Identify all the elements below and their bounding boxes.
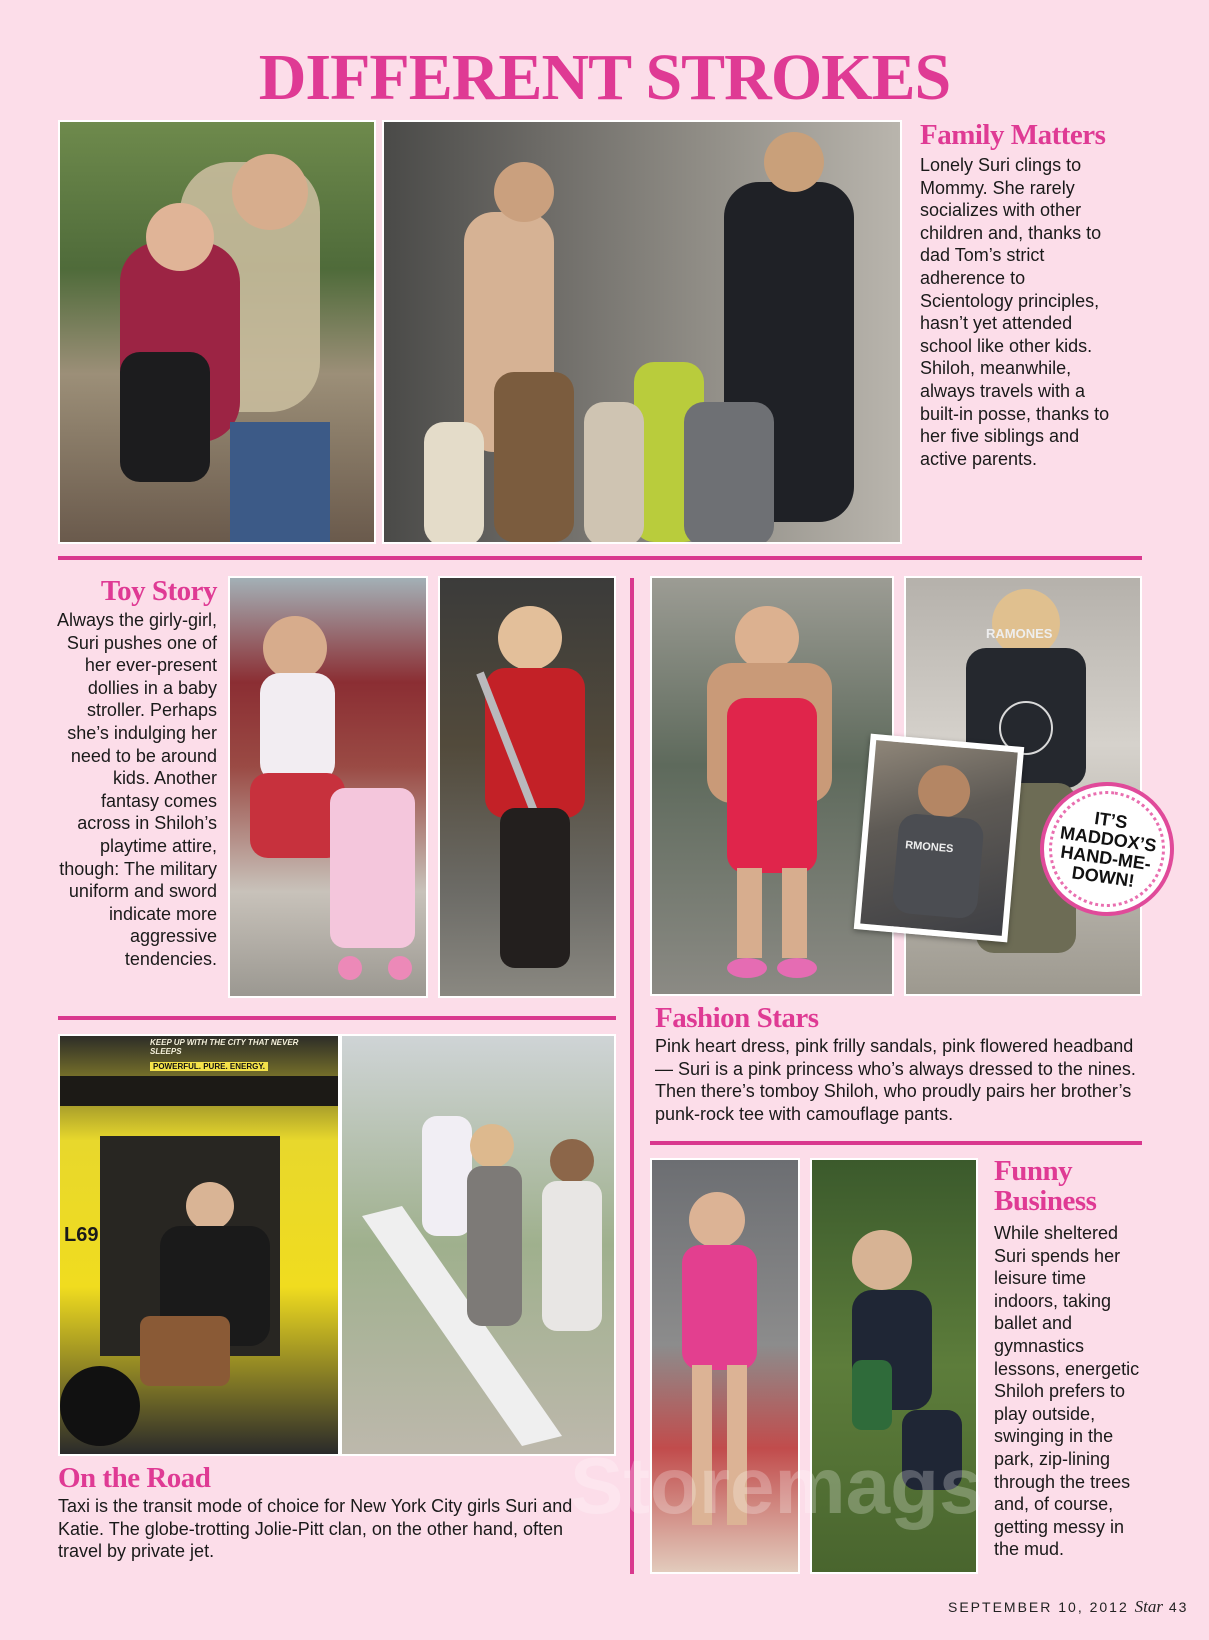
photo-jolie-pitt-family	[382, 120, 902, 544]
tee-text: RAMONES	[986, 626, 1053, 641]
page-title: DIFFERENT STROKES	[258, 41, 951, 114]
footer-page-number: 43	[1168, 1599, 1189, 1615]
footer-date: SEPTEMBER 10, 2012	[948, 1599, 1129, 1615]
divider-right-bottom	[650, 1141, 1142, 1145]
photo-suri-heart-dress	[650, 576, 894, 996]
funny-business-body: While sheltered Suri spends her leisure time indoors, taking ballet and gymnastics lessons, energetic Shiloh prefers to play outside, swinging in the park, zip-lining through the trees and, of course, getting messy in the mud.	[994, 1223, 1140, 1560]
photo-art	[440, 578, 616, 998]
footer-magazine: Star	[1134, 1597, 1163, 1616]
photo-shiloh-soldier	[438, 576, 616, 998]
photo-art	[652, 578, 894, 996]
divider-top	[58, 556, 1142, 560]
photo-art	[60, 1036, 340, 1456]
photo-art	[230, 578, 428, 998]
fashion-stars-body: Pink heart dress, pink frilly sandals, pink flowered headband — Suri is a pink princess who’s always dressed to the nines. Then there’s tomboy Shiloh, who proudly pairs her brother’s punk-rock tee with camouflage pants.	[655, 1036, 1136, 1124]
photo-art	[342, 1036, 616, 1456]
photo-taxi	[58, 1034, 340, 1456]
family-matters-body: Lonely Suri clings to Mommy. She rarely socializes with other children and, thanks to dad Tom’s strict adherence to Scientology principles, hasn’t yet attended school like other kids. Shiloh, meanwhile, always travels with a built-in posse, thanks to her five siblings and active parents.	[920, 155, 1110, 469]
family-matters-heading: Family Matters	[920, 119, 1106, 151]
photo-art	[860, 740, 1017, 936]
on-the-road-heading: On the Road	[58, 1462, 211, 1494]
fashion-stars-heading: Fashion Stars	[655, 1002, 819, 1034]
on-the-road-body: Taxi is the transit mode of choice for New York City girls Suri and Katie. The globe-trotting Jolie-Pitt clan, on the other hand, often travel by private jet.	[58, 1496, 573, 1562]
toy-story-heading: Toy Story	[100, 575, 217, 607]
taxi-sign-bottom: POWERFUL. PURE. ENERGY.	[150, 1062, 268, 1071]
toy-story-body: Always the girly-girl, Suri pushes one of her ever-present dollies in a baby stroller. Perhaps she’s indulging her need to be around kids. Another fantasy comes across in Shiloh’s playtime attire, though: The military uniform and sword indicate more aggressive tendencies.	[56, 610, 217, 969]
badge-text: IT’S MADDOX’S HAND-ME-DOWN!	[1058, 808, 1158, 892]
photo-suri-stroller	[228, 576, 428, 998]
funny-business-heading: Funny Business	[994, 1155, 1097, 1218]
page-footer	[948, 1597, 1188, 1617]
photo-art	[60, 122, 376, 544]
taxi-sign-top: KEEP UP WITH THE CITY THAT NEVER SLEEPS	[150, 1038, 299, 1056]
photo-jolie-pitt-plane-steps	[340, 1034, 616, 1456]
inset-tee-text: RMONES	[904, 839, 954, 856]
photo-suri-and-mom	[58, 120, 376, 544]
watermark: Storemags	[570, 1441, 984, 1530]
photo-inset-maddox	[854, 734, 1024, 943]
taxi-number: L69	[64, 1224, 99, 1246]
divider-vertical	[630, 578, 634, 1574]
divider-left-mid	[58, 1016, 616, 1020]
photo-art	[384, 122, 902, 544]
